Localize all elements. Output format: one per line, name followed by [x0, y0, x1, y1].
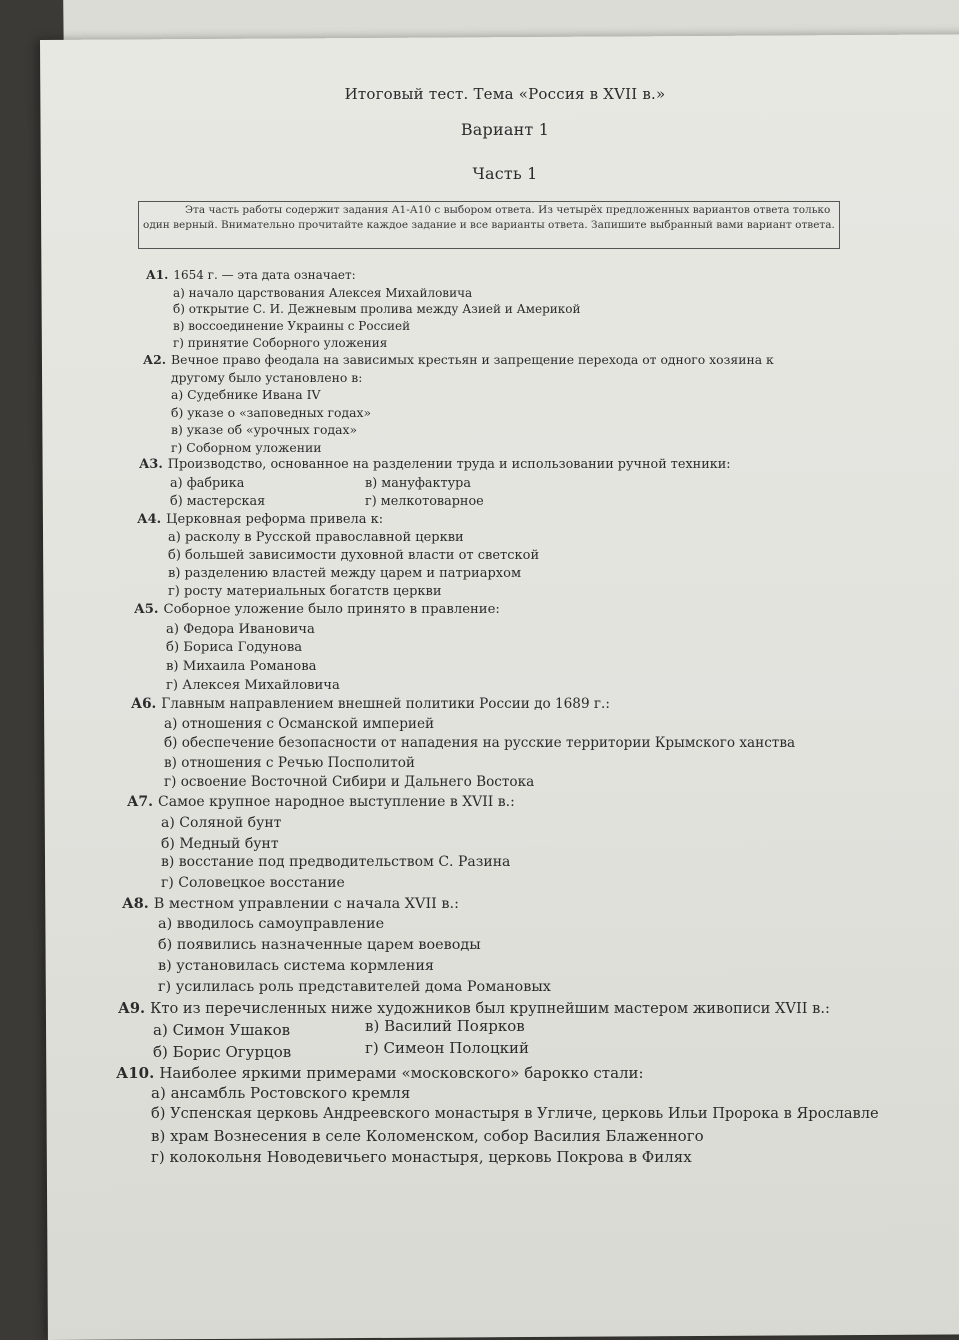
question-text-continued: другому было установлено в: [171, 370, 363, 385]
instructions-box: Эта часть работы содержит задания А1-А10 с выбором ответа. Из четырёх предложенных вариантов ответа только один верный. Внимательно прочитайте каждое задание и все варианты ответа. Запишите выбранный вами вариант ответа. [138, 201, 840, 249]
option: а) вводилось самоуправление [158, 916, 385, 932]
option: б) Успенская церковь Андреевского монастыря в Угличе, церковь Ильи Пророка в Ярославле [151, 1105, 879, 1122]
option: б) большей зависимости духовной власти от светской [168, 548, 540, 563]
option: б) Медный бунт [161, 836, 279, 852]
question-text: Церковная реформа привела к: [166, 512, 384, 527]
option: б) указе о «заповедных годах» [171, 405, 372, 420]
option: г) мелкотоварное [365, 494, 484, 509]
question-a5 [134, 602, 500, 617]
question-a2 [143, 352, 774, 367]
option: а) начало царствования Алексея Михайловича [173, 286, 473, 300]
question-number: А6. [131, 696, 157, 712]
part-heading: Часть 1 [472, 164, 538, 183]
option: в) восстание под предводительством С. Разина [161, 854, 511, 870]
question-text: Главным направлением внешней политики России до 1689 г.: [161, 696, 610, 712]
question-a9 [118, 1000, 830, 1017]
question-number: А2. [143, 352, 167, 367]
option: б) Бориса Годунова [166, 640, 303, 655]
question-number: А5. [134, 602, 159, 617]
option: а) Соляной бунт [161, 815, 282, 831]
option: а) фабрика [170, 476, 245, 491]
question-number: А1. [146, 268, 169, 282]
option: а) расколу в Русской православной церкви [168, 530, 464, 545]
question-text: Соборное уложение было принято в правление: [163, 602, 500, 617]
question-text: Самое крупное народное выступление в XVII в.: [158, 794, 515, 810]
option: в) мануфактура [365, 476, 471, 491]
option: а) Симон Ушаков [153, 1021, 291, 1039]
question-a1 [146, 268, 356, 282]
option: г) росту материальных богатств церкви [168, 584, 442, 599]
document-title: Итоговый тест. Тема «Россия в XVII в.» [344, 85, 666, 103]
question-a6 [131, 696, 610, 712]
question-a8 [122, 895, 459, 912]
option: в) указе об «урочных годах» [171, 422, 358, 437]
option: г) Симеон Полоцкий [365, 1039, 529, 1057]
option: г) усилилась роль представителей дома Романовых [158, 979, 551, 995]
question-text: Производство, основанное на разделении труда и использовании ручной техники: [167, 457, 731, 472]
option: б) открытие С. И. Дежневым пролива между Азией и Америкой [173, 302, 581, 316]
question-a3 [139, 457, 731, 472]
option: в) отношения с Речью Посполитой [164, 755, 415, 771]
option: в) разделению властей между царем и патриархом [168, 566, 522, 581]
question-text: Кто из перечисленных ниже художников был крупнейшим мастером живописи XVII в.: [150, 1000, 830, 1017]
option: а) Судебнике Ивана IV [171, 387, 321, 402]
option: г) Соборном уложении [171, 440, 322, 455]
question-text: Наиболее яркими примерами «московского» барокко стали: [159, 1064, 644, 1082]
question-text: 1654 г. — эта дата означает: [173, 268, 356, 282]
option: в) Василий Поярков [365, 1017, 525, 1035]
option: г) колокольня Новодевичьего монастыря, церковь Покрова в Филях [151, 1148, 692, 1166]
option: в) воссоединение Украины с Россией [173, 319, 411, 333]
variant-heading: Вариант 1 [460, 120, 550, 139]
option: б) обеспечение безопасности от нападения на русские территории Крымского ханства [164, 735, 796, 751]
option: в) Михаила Романова [166, 659, 317, 674]
option: г) Алексея Михайловича [166, 678, 340, 693]
question-number: А4. [137, 512, 162, 527]
option: в) установилась система кормления [158, 958, 435, 974]
question-text: В местном управлении с начала XVII в.: [153, 896, 459, 912]
question-number: А8. [122, 895, 149, 912]
option: б) мастерская [170, 494, 266, 509]
option: б) Борис Огурцов [153, 1043, 292, 1061]
question-number: А9. [118, 1000, 146, 1017]
question-a10 [116, 1064, 644, 1082]
option: а) отношения с Османской империей [164, 716, 435, 732]
question-a7 [127, 794, 515, 810]
question-a4 [137, 512, 383, 527]
option: в) храм Вознесения в селе Коломенском, собор Василия Блаженного [151, 1127, 704, 1145]
option: г) освоение Восточной Сибири и Дальнего Востока [164, 774, 535, 790]
option: г) принятие Соборного уложения [173, 336, 388, 350]
question-number: А10. [116, 1064, 155, 1082]
option: г) Соловецкое восстание [161, 875, 345, 891]
question-number: А7. [127, 794, 154, 810]
question-text: Вечное право феодала на зависимых крестьян и запрещение перехода от одного хозяина к [171, 352, 774, 367]
question-number: А3. [139, 457, 163, 472]
option: а) Федора Ивановича [166, 622, 315, 637]
option: б) появились назначенные царем воеводы [158, 937, 481, 953]
option: а) ансамбль Ростовского кремля [151, 1084, 411, 1102]
